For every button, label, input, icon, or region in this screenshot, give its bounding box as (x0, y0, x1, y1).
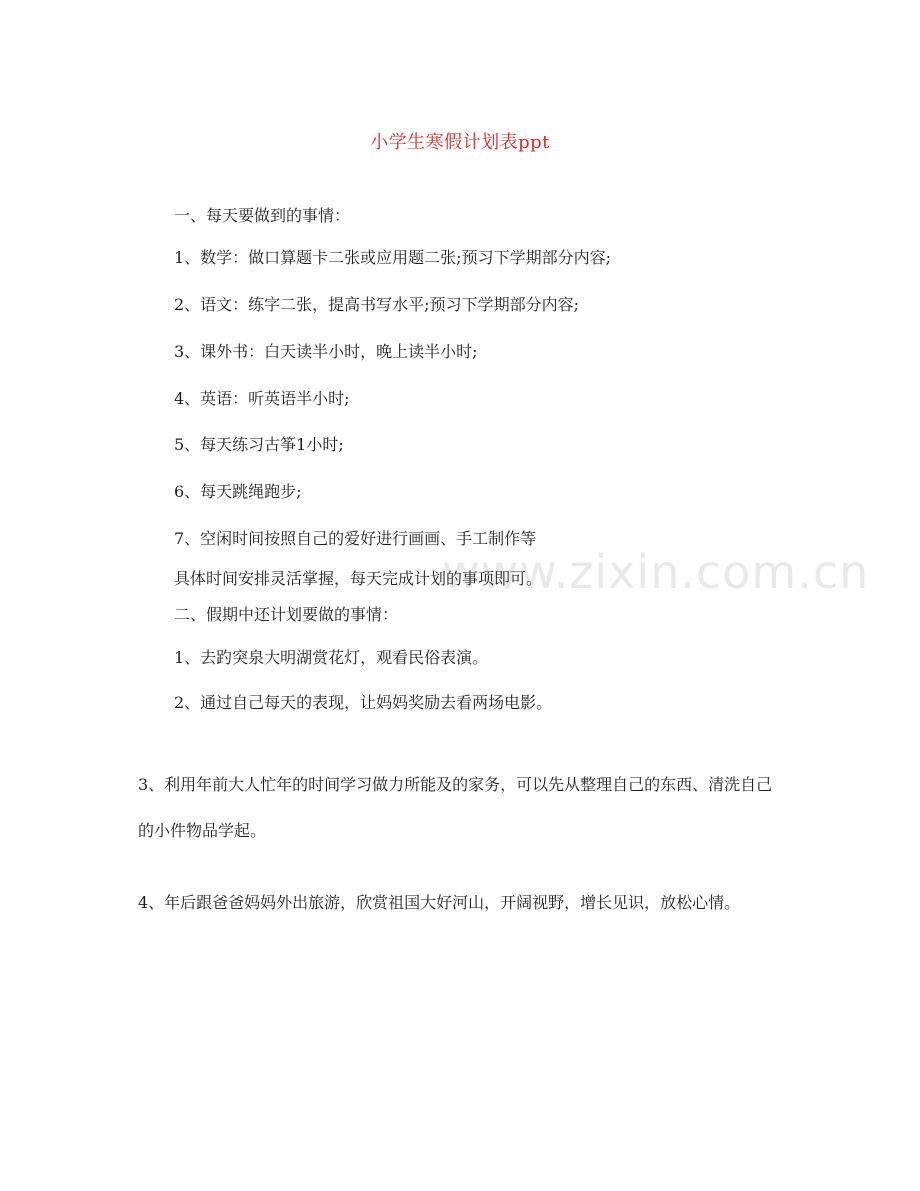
daily-item-4: 4、英语：听英语半小时; (174, 389, 350, 408)
holiday-item-1: 1、去趵突泉大明湖赏花灯，观看民俗表演。 (174, 648, 489, 667)
section2-heading: 二、假期中还计划要做的事情： (174, 605, 399, 624)
holiday-item-3: 3、利用年前大人忙年的时间学习做力所能及的家务，可以先从整理自己的东西、清洗自己的小件物品学起。 (138, 775, 773, 840)
summary-line: 具体时间安排灵活掌握，每天完成计划的事项即可。 (174, 569, 543, 588)
daily-item-5: 5、每天练习古筝1小时; (174, 435, 344, 454)
daily-item-2: 2、语文：练字二张，提高书写水平;预习下学期部分内容; (174, 295, 579, 314)
watermark: www.zixin.com.cn (442, 545, 870, 599)
document-title: 小学生寒假计划表ppt (370, 132, 550, 153)
section1-heading: 一、每天要做到的事情： (174, 206, 351, 225)
holiday-item-4: 4、年后跟爸爸妈妈外出旅游，欣赏祖国大好河山，开阔视野，增长见识，放松心情。 (138, 893, 741, 912)
daily-item-3: 3、课外书：白天读半小时，晚上读半小时; (174, 342, 478, 361)
daily-item-7: 7、空闲时间按照自己的爱好进行画画、手工制作等 (174, 529, 537, 548)
daily-item-1: 1、数学：做口算题卡二张或应用题二张;预习下学期部分内容; (174, 248, 611, 267)
daily-item-6: 6、每天跳绳跑步; (174, 482, 302, 501)
holiday-item-2: 2、通过自己每天的表现，让妈妈奖励去看两场电影。 (174, 693, 553, 712)
